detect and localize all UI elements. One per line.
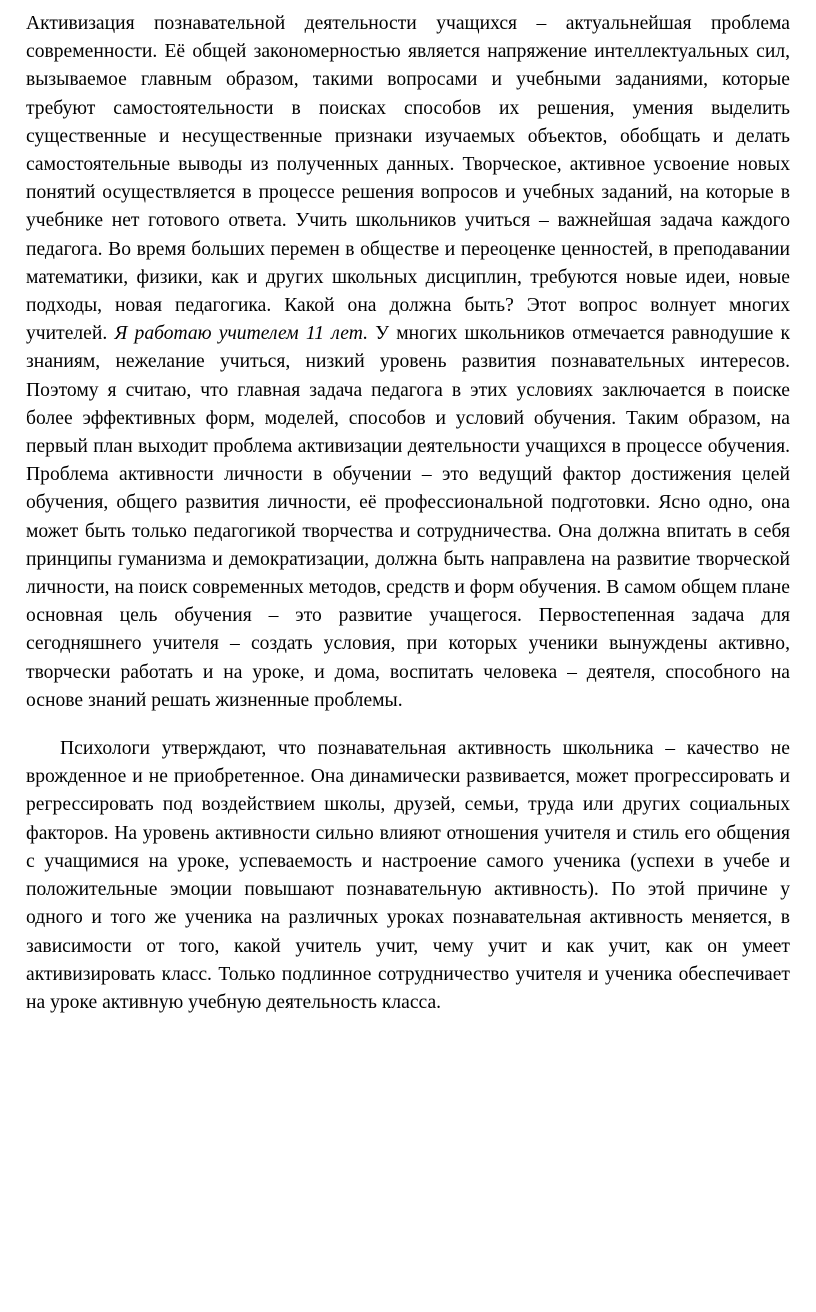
text-run: У многих школьников отмечается равнодушие к знаниям, нежелание учиться, низкий уровень развития познавательных интересов. Поэтому я считаю, что главная задача педагога в этих условиях заключается в поиске более эффективных форм, моделей, способов и условий обучения. Таким образом, на первый план выходит проблема активизации деятельности учащихся в процессе обучения. Проблема активности личности в обучении – это ведущий фактор достижения целей обучения, общего развития личности, её профессиональной подготовки. Ясно одно, она может быть только педагогикой творчества и сотрудничества. Она должна впитать в себя принципы гуманизма и демократизации, должна быть направлена на развитие творческой личности, на поиск современных методов, средств и форм обучения. В самом общем плане основная цель обучения – это развитие учащегося. Первостепенная задача для сегодняшнего учителя – создать условия, при которых ученики вынуждены активно, творчески работать и на уроке, и дома, воспитать человека – деятеля, способного на основе знаний решать жизненные проблемы.	[26, 323, 790, 711]
text-run: Активизация познавательной деятельности учащихся – актуальнейшая проблема современности. Её общей закономерностью является напряжение интеллектуальных сил, вызываемое главным образом, такими вопросами и учебными заданиями, которые требуют самостоятельности в поисках способов их решения, умения выделить существенные и несущественные признаки изучаемых объектов, обобщать и делать самостоятельные выводы из полученных данных. Творческое, активное усвоение новых понятий осуществляется в процессе решения вопросов и учебных заданий, на которые в учебнике нет готового ответа. Учить школьников учиться – важнейшая задача каждого педагога. Во время больших перемен в обществе и переоценке ценностей, в преподавании математики, физики, как и других школьных дисциплин, требуются новые идеи, новые подходы, новая педагогика. Какой она должна быть? Этот вопрос волнует многих учителей.	[26, 13, 790, 345]
paragraph-1	[26, 10, 790, 715]
text-run: Психологи утверждают, что познавательная активность школьника – качество не врожденное и не приобретенное. Она динамически развивается, может прогрессировать и регрессировать под воздействием школы, друзей, семьи, труда или других социальных факторов. На уровень активности сильно влияют отношения учителя и стиль его общения с учащимися на уроке, успеваемость и настроение самого ученика (успехи в учебе и положительные эмоции повышают познавательную активность). По этой причине у одного и того же ученика на различных уроках познавательная активность меняется, в зависимости от того, какой учитель учит, чему учит и как учит, как он умеет активизировать класс. Только подлинное сотрудничество учителя и ученика обеспечивает на уроке активную учебную деятельность класса.	[26, 738, 790, 1013]
text-run-italic: Я работаю учителем 11 лет.	[114, 323, 368, 345]
document-body	[26, 10, 790, 1017]
paragraph-2	[26, 735, 790, 1017]
